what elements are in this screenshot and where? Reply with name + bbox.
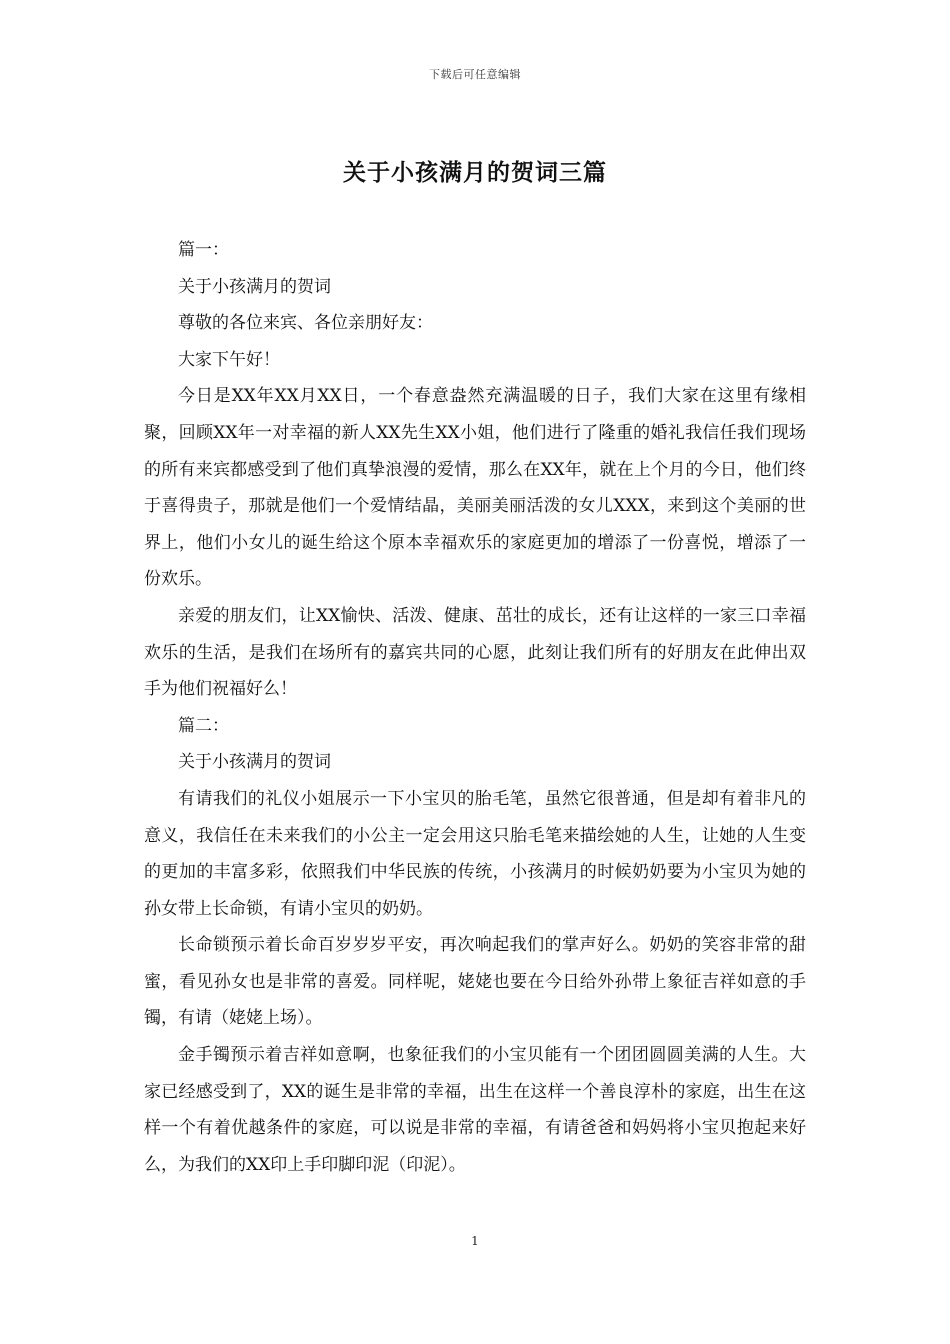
salutation: 尊敬的各位来宾、各位亲朋好友：: [178, 313, 433, 334]
body-paragraph: 有请我们的礼仪小姐展示一下小宝贝的胎毛笔，虽然它很普通，但是却有着非凡的意义，我信任在未来我们的小公主一定会用这只胎毛笔来描绘她的人生，让她的人生变的更加的丰富多彩，依照我们中华民族的传统，小孩满月的时候奶奶要为小宝贝为她的孙女带上长命锁，有请小宝贝的奶奶。: [144, 788, 806, 919]
greeting: 大家下午好！: [178, 349, 280, 370]
body-paragraph: 今日是XX年XX月XX日，一个春意盎然充满温暖的日子，我们大家在这里有缘相聚，回顾XX年一对幸福的新人XX先生XX小姐，他们进行了隆重的婚礼我信任我们现场的所有来宾都感受到了他们真挚浪漫的爱情，那么在XX年，就在上个月的今日，他们终于喜得贵子，那就是他们一个爱情结晶，美丽美丽活泼的女儿XXX，来到这个美丽的世界上，他们小女儿的诞生给这个原本幸福欢乐的家庭更加的增添了一份喜悦，增添了一份欢乐。: [144, 386, 806, 590]
document-title: 关于小孩满月的贺词三篇: [343, 159, 607, 186]
body-paragraph: 金手镯预示着吉祥如意啊，也象征我们的小宝贝能有一个团团圆圆美满的人生。大家已经感受到了，XX的诞生是非常的幸福，出生在这样一个善良淳朴的家庭，出生在这样一个有着优越条件的家庭，可以说是非常的幸福，有请爸爸和妈妈将小宝贝抱起来好么，为我们的XX印上手印脚印泥（印泥）。: [144, 1045, 806, 1175]
section-heading: 关于小孩满月的贺词: [178, 752, 331, 773]
document-body: [144, 232, 806, 1183]
body-paragraph: 长命锁预示着长命百岁岁岁平安，再次响起我们的掌声好么。奶奶的笑容非常的甜蜜，看见孙女也是非常的喜爱。同样呢，姥姥也要在今日给外孙带上象征吉祥如意的手镯，有请（姥姥上场）。: [144, 935, 806, 1029]
page-number: 1: [471, 1234, 479, 1248]
body-paragraph: 亲爱的朋友们，让XX愉快、活泼、健康、茁壮的成长，还有让这样的一家三口幸福欢乐的生活，是我们在场所有的嘉宾共同的心愿，此刻让我们所有的好朋友在此伸出双手为他们祝福好么！: [144, 605, 806, 700]
header-note: 下载后可任意编辑: [429, 68, 521, 81]
section-label: 篇二：: [178, 715, 229, 736]
section-label: 篇一：: [178, 240, 229, 260]
section-heading: 关于小孩满月的贺词: [178, 276, 331, 297]
